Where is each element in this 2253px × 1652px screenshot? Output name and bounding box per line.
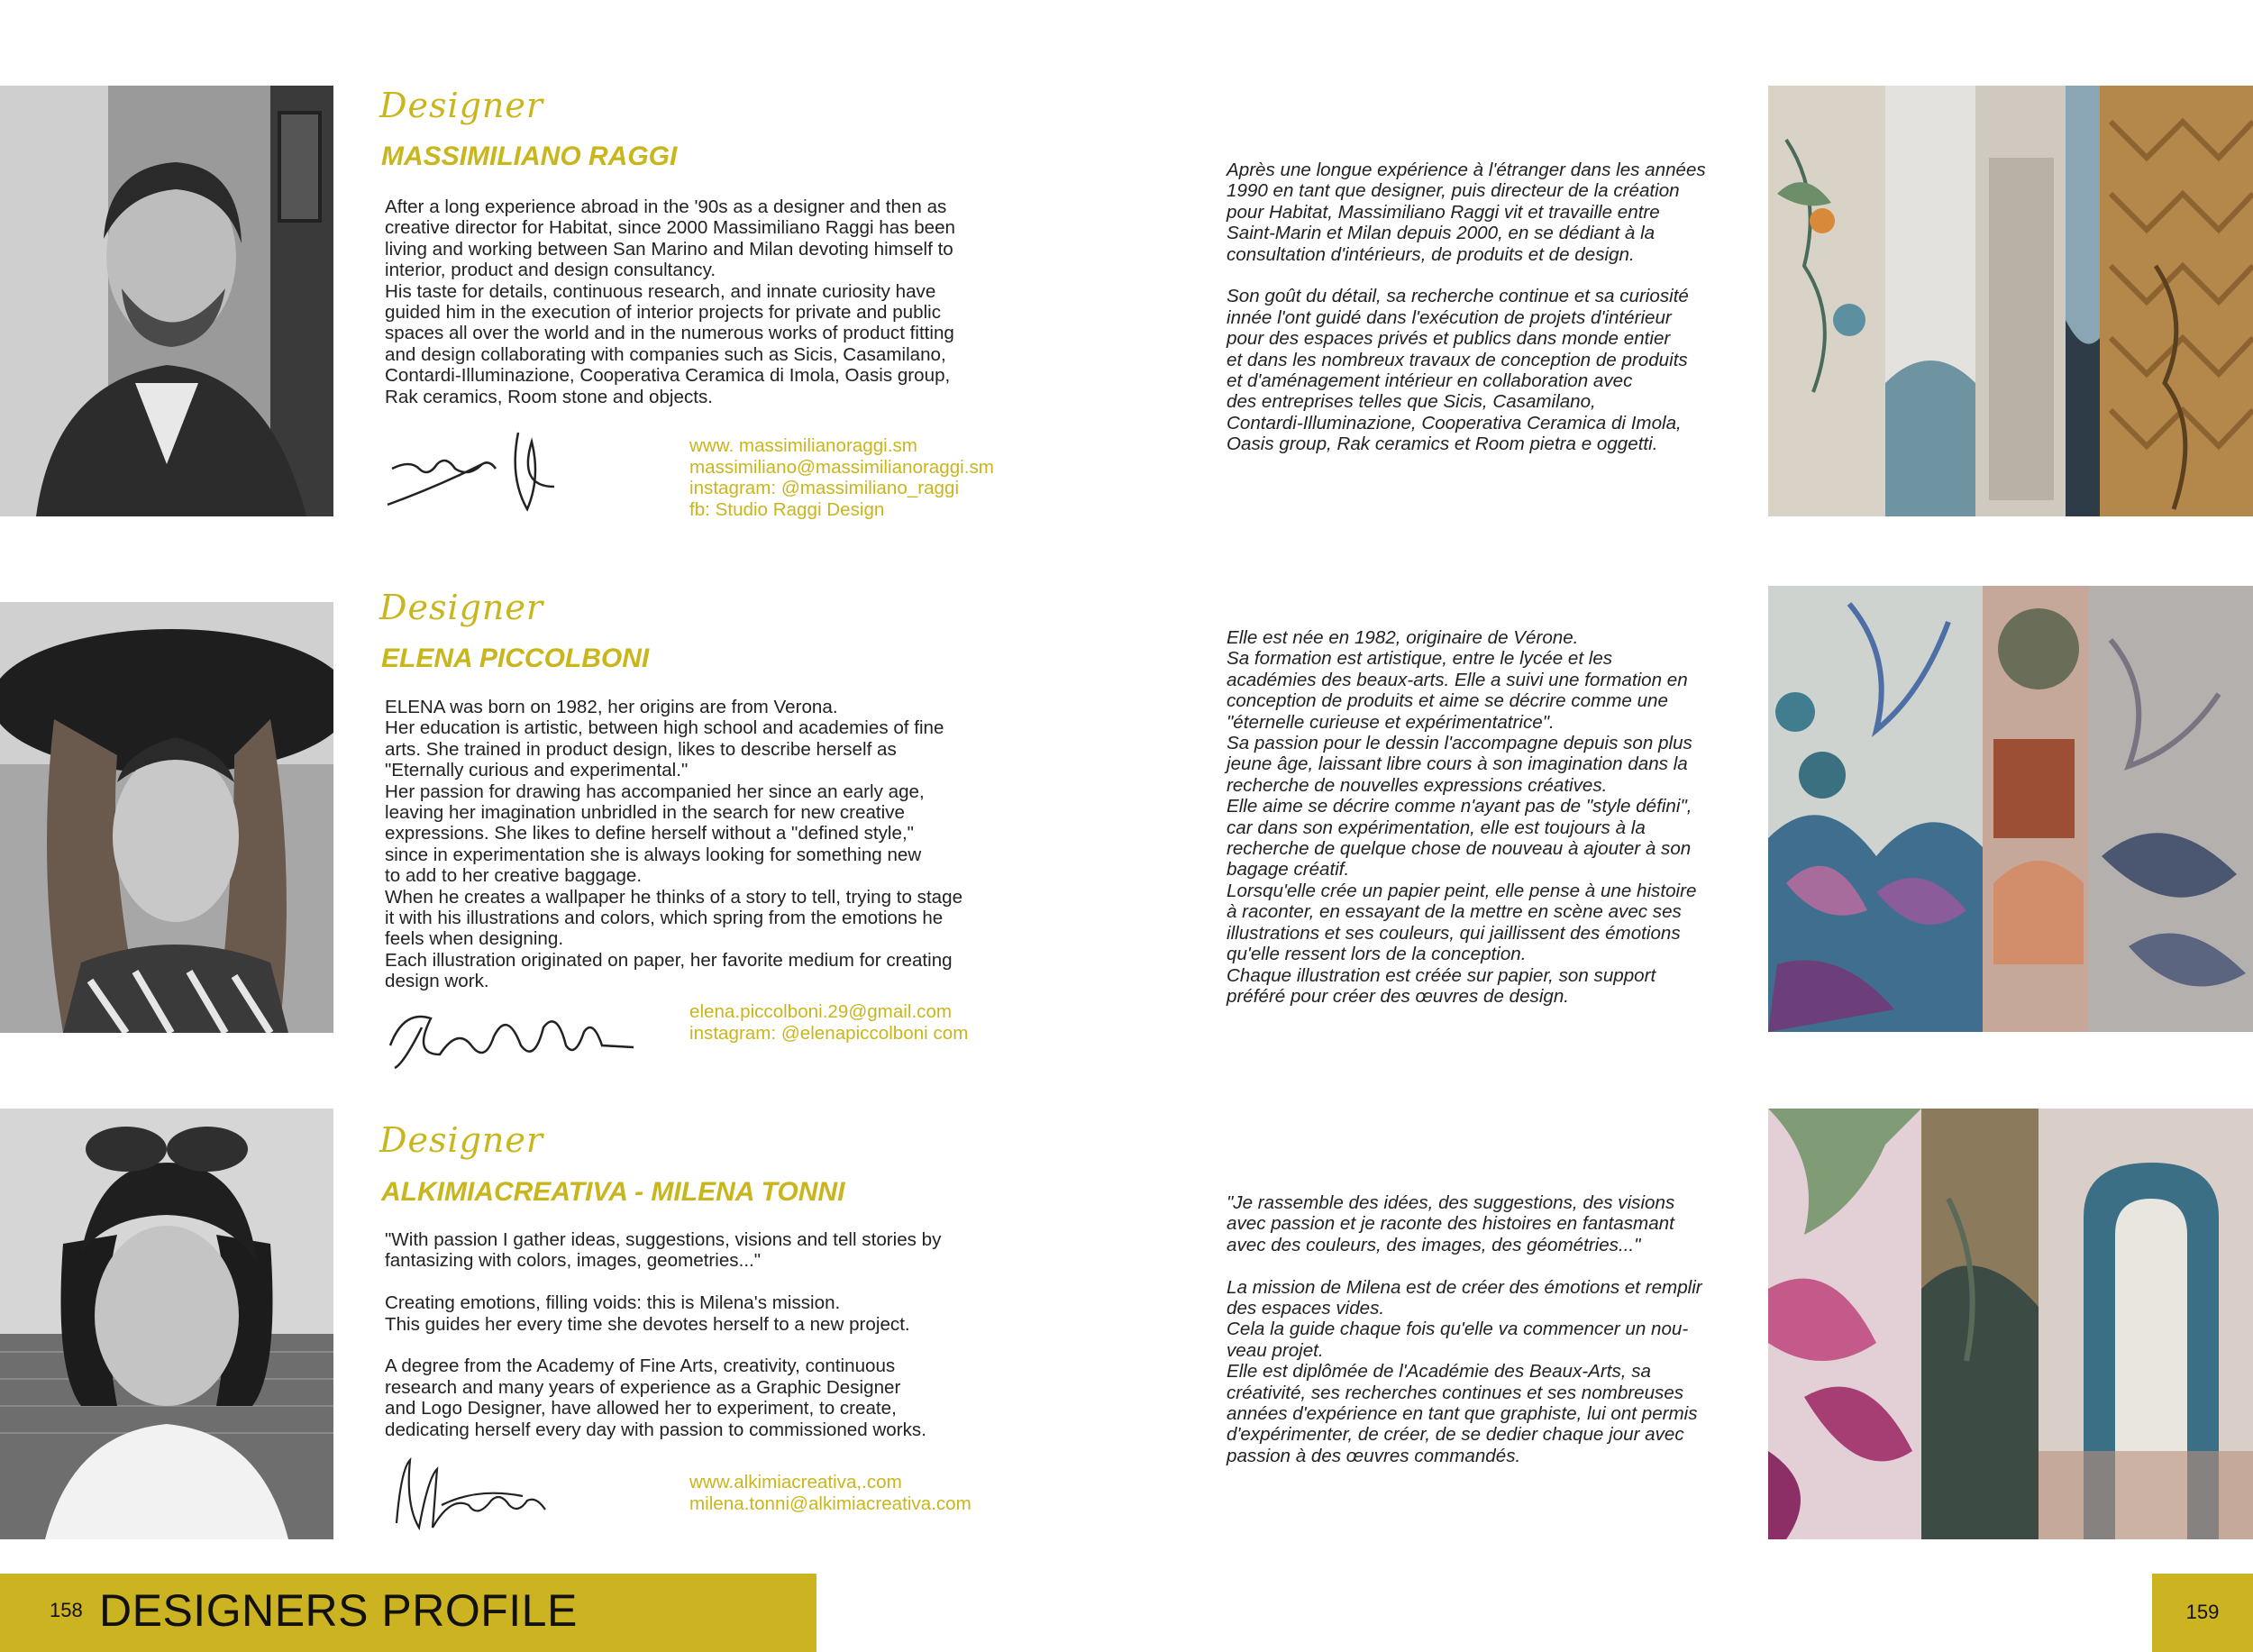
designer-bio-fr <box>1227 160 1731 455</box>
bio-line: Each illustration originated on paper, her favorite medium for creating <box>385 949 953 971</box>
bio-fr-line: veau projet. <box>1227 1339 1324 1361</box>
bio-line: This guides her every time she devotes herself to a new project. <box>385 1313 910 1335</box>
designer-label: Designer <box>379 1120 544 1160</box>
bio-line: Her passion for drawing has accompanied her since an early age, <box>385 780 925 802</box>
bio-line: arts. She trained in product design, likes to describe herself as <box>385 738 897 760</box>
footer-band-right <box>2152 1574 2253 1652</box>
bio-line: After a long experience abroad in the '90s as a designer and then as <box>385 196 947 217</box>
bio-line: feels when designing. <box>385 928 564 950</box>
bio-gap <box>385 1335 1034 1355</box>
bio-line: dedicating herself every day with passion to commissioned works. <box>385 1419 926 1440</box>
bio-line: since in experimentation she is always looking for something new <box>385 844 922 865</box>
bio-fr-gap <box>1227 1255 1731 1276</box>
bio-line: interior, product and design consultancy. <box>385 260 716 281</box>
bio-fr-line: "Je rassemble des idées, des suggestions, des visions <box>1227 1192 1675 1213</box>
bio-fr-line: qu'elle ressent lors de la conception. <box>1227 944 1527 965</box>
bio-fr-line: préféré pour créer des œuvres de design. <box>1227 985 1570 1007</box>
designer-photo-tonni <box>0 1109 333 1539</box>
bio-fr-line: consultation d'intérieurs, de produits et de design. <box>1227 243 1635 265</box>
bio-line: Rak ceramics, Room stone and objects. <box>385 386 713 407</box>
bio-line: His taste for details, continuous research, and innate curiosity have <box>385 280 936 302</box>
bio-line: leaving her imagination unbridled in the search for new creative <box>385 802 905 824</box>
footer-band-left <box>0 1574 816 1652</box>
bio-fr-line: Elle est née en 1982, originaire de Vérone. <box>1227 627 1579 648</box>
bio-fr-line: Lorsqu'elle crée un papier peint, elle pense à une histoire <box>1227 880 1697 901</box>
signature-tonni <box>388 1451 550 1537</box>
bio-fr-line: pour des espaces privés et publics dans monde entier <box>1227 328 1671 350</box>
email-link[interactable]: elena.piccolboni.29@gmail.com <box>689 1001 953 1022</box>
bio-line: spaces all over the world and in the numerous works of product fitting <box>385 323 954 344</box>
website-link[interactable]: www. massimilianoraggi.sm <box>689 435 917 456</box>
bio-fr-line: car dans son expérimentation, elle est toujours à la <box>1227 817 1646 838</box>
bio-line: fantasizing with colors, images, geometries..." <box>385 1250 762 1272</box>
designer-bio-en <box>385 697 1034 992</box>
bio-fr-line: jeune âge, laissant libre cours à son imagination dans la <box>1227 753 1688 775</box>
bio-line: creative director for Habitat, since 2000 Massimiliano Raggi has been <box>385 217 956 239</box>
facebook-link[interactable]: fb: Studio Raggi Design <box>689 498 885 520</box>
bio-line: living and working between San Marino and Milan devoting himself to <box>385 238 953 260</box>
bio-fr-line: des espaces vides. <box>1227 1298 1385 1319</box>
instagram-link[interactable]: instagram: @massimiliano_raggi <box>689 478 960 498</box>
designer-contacts <box>689 1472 971 1514</box>
bio-fr-line: recherche de quelque chose de nouveau à ajouter à son <box>1227 838 1692 860</box>
bio-fr-line: 1990 en tant que designer, puis directeur de la création <box>1227 180 1680 202</box>
bio-fr-line: créativité, ses recherches continues et ses nombreuses <box>1227 1382 1684 1403</box>
bio-line: A degree from the Academy of Fine Arts, creativity, continuous <box>385 1355 896 1377</box>
bio-gap <box>385 1272 1034 1292</box>
bio-fr-line: innée l'ont guidé dans l'exécution de projets d'intérieur <box>1227 306 1672 328</box>
bio-fr-line: avec des couleurs, des images, des géométries..." <box>1227 1234 1641 1255</box>
designer-contacts <box>689 1001 968 1044</box>
bio-line: "With passion I gather ideas, suggestions, visions and tell stories by <box>385 1229 942 1250</box>
bio-line: and design collaborating with companies such as Sicis, Casamilano, <box>385 343 946 365</box>
designer-label: Designer <box>379 588 544 627</box>
wallpaper-samples-raggi <box>1768 86 2253 516</box>
bio-line: ELENA was born on 1982, her origins are from Verona. <box>385 697 838 717</box>
bio-fr-line: "éternelle curieuse et expérimentatrice". <box>1227 711 1555 733</box>
bio-line: expressions. She likes to define herself without a "defined style," <box>385 823 914 844</box>
bio-fr-line: recherche de nouvelles expressions créatives. <box>1227 774 1608 796</box>
bio-line: research and many years of experience as a Graphic Designer <box>385 1376 901 1398</box>
bio-line: "Eternally curious and experimental." <box>385 760 689 781</box>
bio-fr-line: Elle aime se décrire comme n'ayant pas de "style défini", <box>1227 796 1692 817</box>
page-number-left: 158 <box>50 1599 83 1621</box>
bio-fr-line: bagage créatif. <box>1227 859 1350 881</box>
bio-fr-line: Son goût du détail, sa recherche continue et sa curiosité <box>1227 286 1689 307</box>
bio-fr-line: et dans les nombreux travaux de conception de produits <box>1227 349 1688 370</box>
bio-fr-line: illustrations et ses couleurs, qui jaillissent des émotions <box>1227 922 1681 944</box>
bio-fr-line: années d'expérience en tant que graphiste, lui ont permis <box>1227 1403 1698 1425</box>
bio-fr-line: Contardi-Illuminazione, Cooperativa Ceramica di Imola, <box>1227 412 1682 434</box>
wallpaper-samples-tonni <box>1768 1109 2253 1539</box>
bio-line: Her education is artistic, between high school and academies of fine <box>385 717 944 739</box>
bio-line: Contardi-Illuminazione, Cooperativa Ceramica di Imola, Oasis group, <box>385 365 951 387</box>
bio-fr-line: pour Habitat, Massimiliano Raggi vit et travaille entre <box>1227 201 1660 223</box>
bio-line: design work. <box>385 971 489 992</box>
designer-bio-fr <box>1227 627 1731 1007</box>
bio-line: When he creates a wallpaper he thinks of a story to tell, trying to stage <box>385 886 963 908</box>
bio-fr-line: conception de produits et aime se décrire comme une <box>1227 690 1668 712</box>
designer-label: Designer <box>379 86 544 125</box>
bio-fr-line: d'expérimenter, de créer, de se dedier chaque jour avec <box>1227 1424 1684 1446</box>
bio-fr-line: académies des beaux-arts. Elle a suivi une formation en <box>1227 669 1688 690</box>
signature-raggi <box>383 424 581 514</box>
bio-fr-line: à raconter, en essayant de la mettre en scène avec ses <box>1227 901 1682 923</box>
bio-line: to add to her creative baggage. <box>385 865 643 887</box>
designer-name: ELENA PICCOLBONI <box>381 643 650 673</box>
bio-fr-line: Elle est diplômée de l'Académie des Beaux-Arts, sa <box>1227 1361 1651 1383</box>
email-link[interactable]: milena.tonni@alkimiacreativa.com <box>689 1492 971 1514</box>
bio-fr-line: Sa passion pour le dessin l'accompagne depuis son plus <box>1227 733 1692 754</box>
signature-piccolboni <box>386 991 638 1072</box>
bio-fr-line: et d'aménagement intérieur en collaboration avec <box>1227 370 1633 392</box>
wallpaper-samples-piccolboni <box>1768 586 2253 1032</box>
bio-line: it with his illustrations and colors, which spring from the emotions he <box>385 908 944 929</box>
page-number-right: 159 <box>2185 1601 2220 1623</box>
section-title: DESIGNERS PROFILE <box>99 1585 578 1636</box>
designer-photo-raggi <box>0 86 333 516</box>
designer-name: ALKIMIACREATIVA - MILENA TONNI <box>381 1177 845 1207</box>
designer-bio-fr <box>1227 1192 1731 1466</box>
bio-line: Creating emotions, filling voids: this is Milena's mission. <box>385 1292 841 1314</box>
website-link[interactable]: www.alkimiacreativa,.com <box>689 1472 902 1492</box>
designer-name: MASSIMILIANO RAGGI <box>381 141 678 171</box>
bio-fr-line: Chaque illustration est créée sur papier, son support <box>1227 964 1656 986</box>
bio-fr-line: des entreprises telles que Sicis, Casamilano, <box>1227 391 1596 413</box>
bio-fr-line: passion à des œuvres commandés. <box>1227 1445 1521 1466</box>
bio-fr-line: Après une longue expérience à l'étranger dans les années <box>1227 160 1706 180</box>
bio-line: guided him in the execution of interior projects for private and public <box>385 302 942 324</box>
bio-fr-line: Sa formation est artistique, entre le lycée et les <box>1227 648 1613 670</box>
designer-bio-en <box>385 1229 1034 1440</box>
bio-fr-line: La mission de Milena est de créer des émotions et remplir <box>1227 1276 1702 1298</box>
bio-line: and Logo Designer, have allowed her to experiment, to create, <box>385 1398 897 1419</box>
bio-fr-line: avec passion et je raconte des histoires en fantasmant <box>1227 1213 1674 1235</box>
designer-photo-piccolboni <box>0 602 333 1033</box>
bio-fr-line: Saint-Marin et Milan depuis 2000, en se dédiant à la <box>1227 223 1656 244</box>
instagram-link[interactable]: instagram: @elenapiccolboni com <box>689 1022 969 1044</box>
designer-bio-en <box>385 196 1034 407</box>
email-link[interactable]: massimiliano@massimilianoraggi.sm <box>689 456 994 478</box>
designer-contacts <box>689 435 994 520</box>
bio-fr-gap <box>1227 265 1731 286</box>
bio-fr-line: Oasis group, Rak ceramics et Room pietra e oggetti. <box>1227 434 1658 455</box>
bio-fr-line: Cela la guide chaque fois qu'elle va commencer un nou- <box>1227 1319 1689 1340</box>
